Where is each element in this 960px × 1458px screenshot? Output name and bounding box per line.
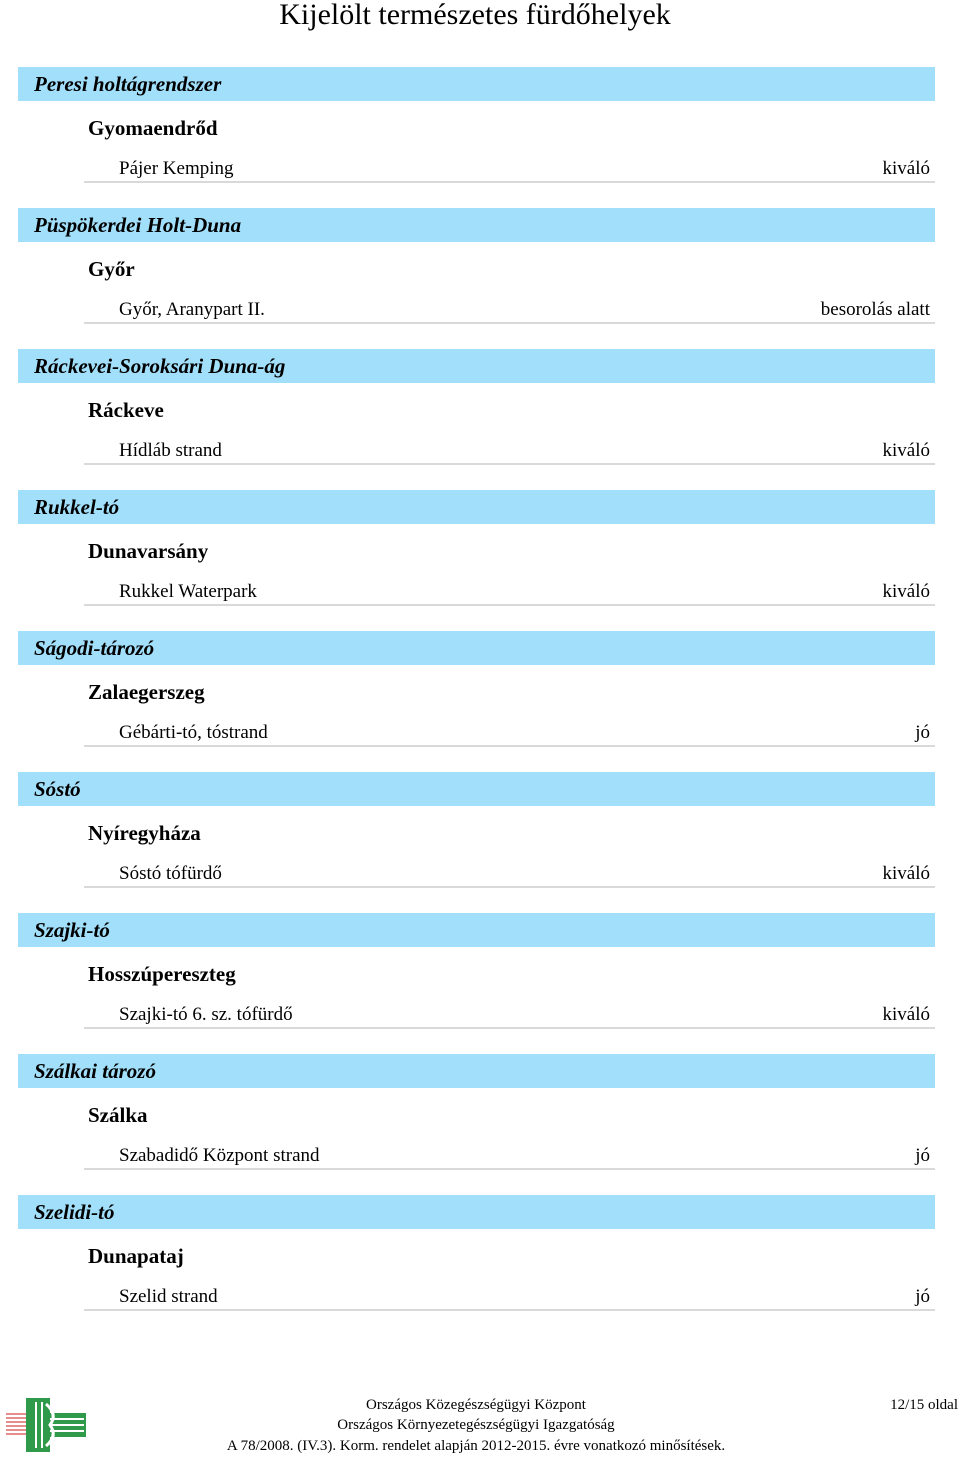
- water-body-name: Szálkai tározó: [34, 1059, 156, 1083]
- page-number: 12/15 oldal: [890, 1397, 958, 1413]
- town-name: Ráckeve: [88, 398, 164, 422]
- site-name: Gébárti-tó, tóstrand: [119, 722, 268, 743]
- bathing-entry: [0, 631, 960, 772]
- water-body-name: Sóstó: [34, 777, 81, 801]
- water-body-band: [18, 631, 935, 665]
- water-body-band: [18, 208, 935, 242]
- water-body-name: Püspökerdei Holt-Duna: [34, 213, 242, 237]
- water-body-band: [18, 67, 935, 101]
- water-body-band: [18, 913, 935, 947]
- quality-rating: kiváló: [882, 581, 930, 602]
- town-name: Nyíregyháza: [88, 821, 201, 845]
- quality-rating: kiváló: [882, 158, 930, 179]
- water-body-name: Ráckevei-Soroksári Duna-ág: [34, 354, 286, 378]
- site-name: Győr, Aranypart II.: [119, 299, 265, 320]
- bathing-entry: [0, 772, 960, 913]
- site-row: [84, 860, 935, 888]
- site-row: [84, 155, 935, 183]
- quality-rating: besorolás alatt: [820, 299, 930, 320]
- site-name: Szabadidő Központ strand: [119, 1145, 320, 1166]
- site-name: Sóstó tófürdő: [119, 863, 222, 884]
- water-body-name: Szelidi-tó: [34, 1200, 115, 1224]
- water-body-band: [18, 772, 935, 806]
- site-name: Szajki-tó 6. sz. tófürdő: [119, 1004, 293, 1025]
- town-name: Hosszúpereszteg: [88, 962, 236, 986]
- water-body-band: [18, 490, 935, 524]
- site-row: [84, 437, 935, 465]
- site-name: Rukkel Waterpark: [119, 581, 257, 602]
- bathing-entry: [0, 349, 960, 490]
- water-body-band: [18, 1195, 935, 1229]
- site-row: [84, 719, 935, 747]
- site-row: [84, 1001, 935, 1029]
- town-name: Gyomaendrőd: [88, 116, 218, 140]
- town-name: Dunapataj: [88, 1244, 184, 1268]
- bathing-entry: [0, 67, 960, 208]
- quality-rating: jó: [915, 722, 930, 743]
- bathing-entry: [0, 208, 960, 349]
- bathing-entry: [0, 1195, 960, 1336]
- health-cross-logo-icon: [6, 1396, 88, 1454]
- footer-institute: Országos Közegészségügyi Központ: [366, 1397, 586, 1413]
- footer-directorate: Országos Környezetegészségügyi Igazgatóság: [337, 1417, 615, 1433]
- water-body-name: Peresi holtágrendszer: [34, 72, 222, 96]
- site-row: [84, 578, 935, 606]
- town-name: Zalaegerszeg: [88, 680, 205, 704]
- town-name: Dunavarsány: [88, 539, 209, 563]
- water-body-band: [18, 349, 935, 383]
- quality-rating: jó: [915, 1286, 930, 1307]
- site-name: Szelid strand: [119, 1286, 218, 1307]
- site-name: Pájer Kemping: [119, 158, 234, 179]
- footer-regulation-note: A 78/2008. (IV.3). Korm. rendelet alapján 2012-2015. évre vonatkozó minősítések.: [226, 1438, 726, 1454]
- water-body-band: [18, 1054, 935, 1088]
- bathing-entry: [0, 913, 960, 1054]
- bathing-entry: [0, 1054, 960, 1195]
- town-name: Győr: [88, 257, 135, 281]
- site-row: [84, 1283, 935, 1311]
- site-name: Hídláb strand: [119, 440, 222, 461]
- site-row: [84, 1142, 935, 1170]
- bathing-entry: [0, 490, 960, 631]
- quality-rating: kiváló: [882, 863, 930, 884]
- site-row: [84, 296, 935, 324]
- town-name: Szálka: [88, 1103, 148, 1127]
- quality-rating: jó: [915, 1145, 930, 1166]
- water-body-name: Rukkel-tó: [34, 495, 120, 519]
- quality-rating: kiváló: [882, 440, 930, 461]
- quality-rating: kiváló: [882, 1004, 930, 1025]
- water-body-name: Ságodi-tározó: [34, 636, 155, 660]
- page-title: Kijelölt természetes fürdőhelyek: [279, 0, 671, 31]
- water-body-name: Szajki-tó: [34, 918, 110, 942]
